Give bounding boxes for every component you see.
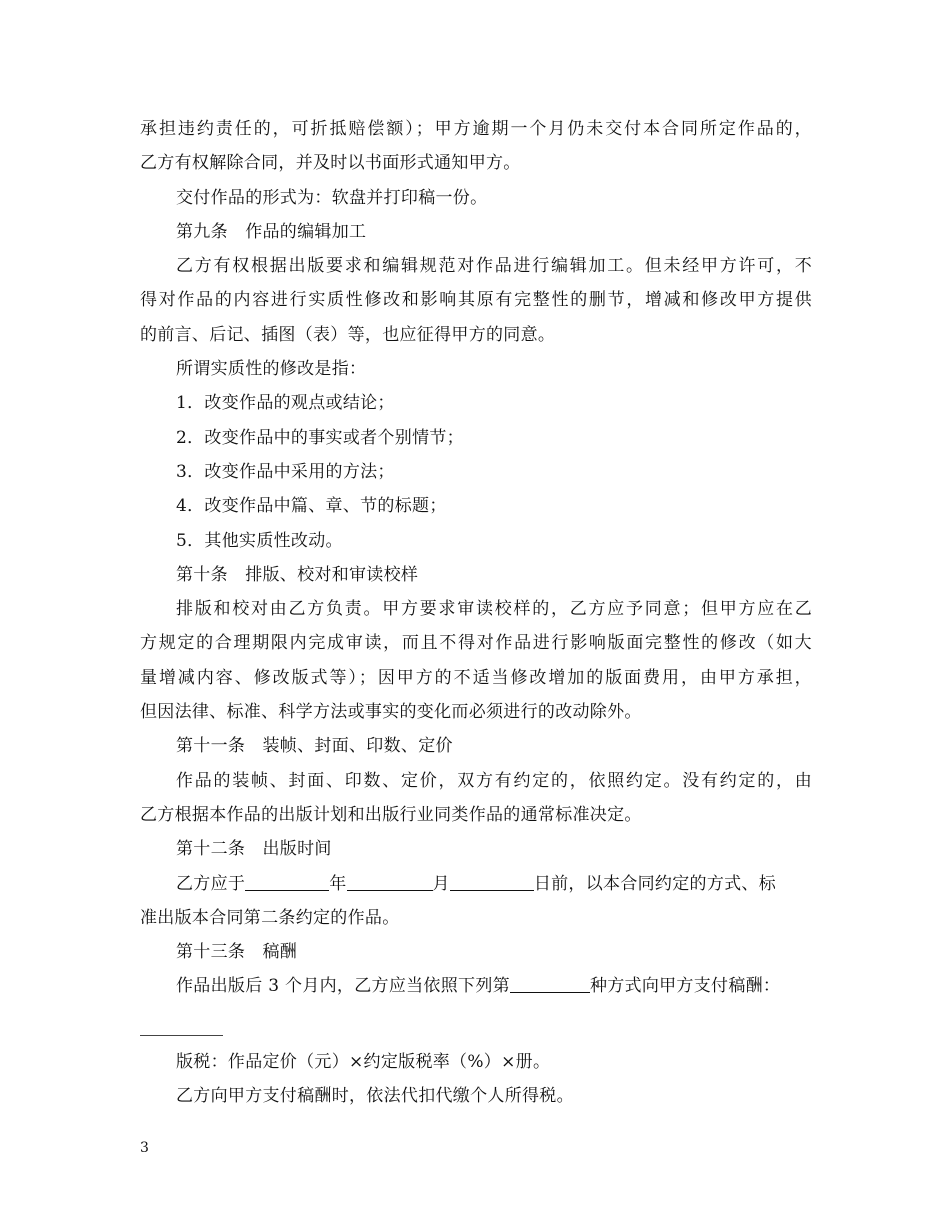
royalty-formula: 版税：作品定价（元）×约定版税率（%）×册。	[176, 1052, 551, 1072]
paragraph-line: 作品的装帧、封面、印数、定价，双方有约定的，依照约定。没有约定的，由	[176, 770, 812, 791]
paragraph-line: 的前言、后记、插图（表）等，也应征得甲方的同意。	[140, 324, 556, 345]
list-item: 4．改变作品中篇、章、节的标题；	[176, 496, 447, 517]
text-segment: 月	[432, 873, 450, 894]
paragraph-line: 得对作品的内容进行实质性修改和影响其原有完整性的删节，增减和修改甲方提供	[140, 290, 812, 311]
paragraph-line: 所谓实质性的修改是指：	[176, 359, 367, 380]
paragraph-line: 乙方根据本作品的出版计划和出版行业同类作品的通常标准决定。	[140, 804, 642, 825]
paragraph-line: 但因法律、标准、科学方法或事实的变化而必须进行的改动除外。	[140, 702, 642, 723]
text-segment: 日前，以本合同约定的方式、标	[533, 873, 777, 894]
paragraph-line: 排版和校对由乙方负责。甲方要求审读校样的，乙方应予同意；但甲方应在乙	[176, 599, 812, 620]
paragraph-line: 准出版本合同第二条约定的作品。	[140, 907, 400, 928]
list-item: 3．改变作品中采用的方法；	[176, 461, 395, 482]
list-item: 5．其他实质性改动。	[176, 530, 343, 551]
text-segment: 乙方应于	[176, 873, 246, 894]
list-item: 2．改变作品中的事实或者个别情节；	[176, 427, 464, 448]
article-13-heading: 第十三条 稿酬	[176, 942, 298, 963]
paragraph-line: 方规定的合理期限内完成审读，而且不得对作品进行影响版面完整性的修改（如大	[140, 633, 812, 654]
day-blank	[450, 872, 534, 891]
paragraph-line: 乙方向甲方支付稿酬时，依法代扣代缴个人所得税。	[176, 1086, 574, 1107]
paragraph-line: 承担违约责任的，可折抵赔偿额）；甲方逾期一个月仍未交付本合同所定作品的，	[140, 119, 812, 139]
page-body-continued	[140, 1045, 812, 1114]
article-9-heading: 第九条 作品的编辑加工	[176, 221, 367, 242]
separator-line	[140, 1035, 223, 1036]
paragraph-line: 乙方有权解除合同，并及时以书面形式通知甲方。	[140, 153, 521, 174]
year-blank	[245, 872, 329, 891]
page-number: 3	[140, 1140, 149, 1156]
text-segment: 年	[329, 873, 347, 894]
publish-date-line	[140, 867, 812, 901]
month-blank	[347, 872, 433, 891]
article-10-heading: 第十条 排版、校对和审读校样	[176, 564, 419, 585]
list-item: 1．改变作品的观点或结论；	[176, 393, 395, 414]
paragraph-line: 交付作品的形式为：软盘并打印稿一份。	[176, 187, 488, 208]
article-11-heading: 第十一条 装帧、封面、印数、定价	[176, 736, 453, 757]
paragraph-line: 量增减内容、修改版式等）；因甲方的不适当修改增加的版面费用，由甲方承担，	[140, 667, 812, 688]
paragraph-line: 乙方有权根据出版要求和编辑规范对作品进行编辑加工。但未经甲方许可，不	[176, 256, 812, 277]
article-12-heading: 第十二条 出版时间	[176, 839, 332, 860]
text-segment: 种方式向甲方支付稿酬：	[589, 976, 781, 997]
page-body	[140, 112, 812, 1004]
method-blank	[510, 974, 590, 993]
payment-method-line	[140, 969, 812, 1003]
text-segment: 作品出版后 3 个月内，乙方应当依照下列第	[176, 976, 510, 997]
